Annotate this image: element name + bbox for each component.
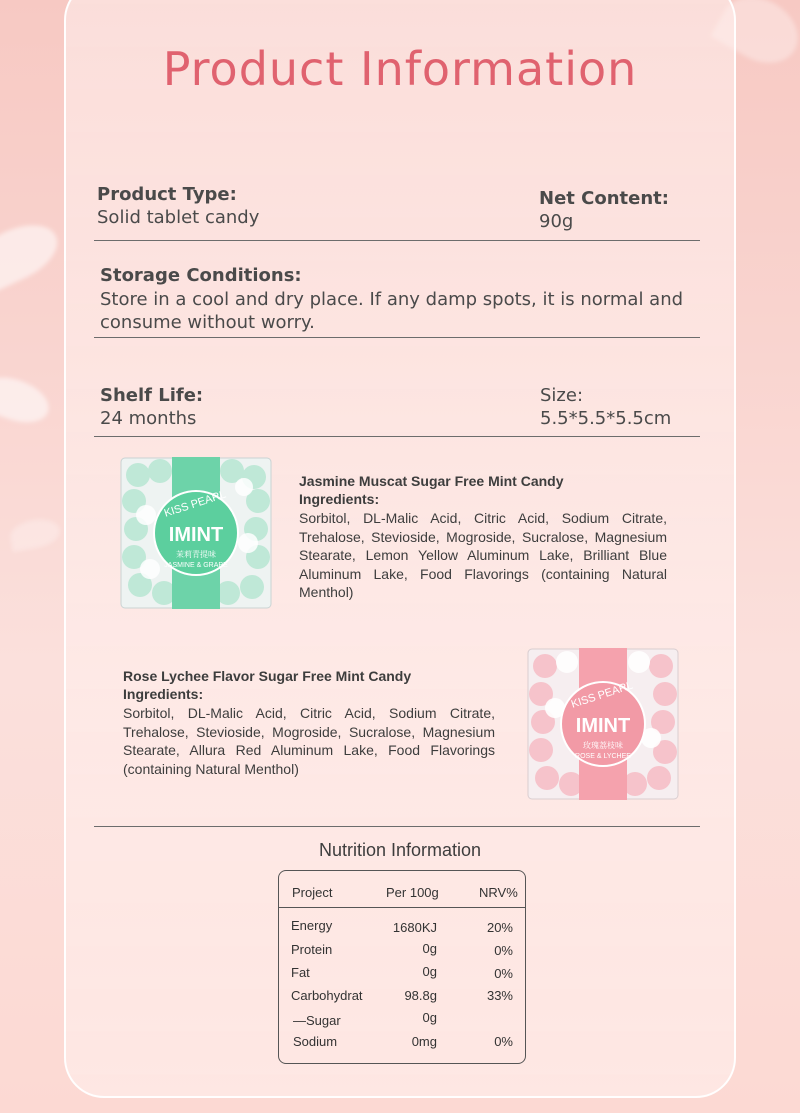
petal-decoration [8,516,62,552]
nutrition-row-name: Protein [291,942,333,957]
petal-decoration [0,213,66,296]
size-label: Size: [540,385,584,406]
net-content-value: 90g [539,211,574,232]
nutrition-row-per100g: 1680KJ [392,920,437,935]
shelf-life-value: 24 months [100,408,197,429]
package-brand: KISS PEARL [569,679,635,711]
package-flavor: ROSE & LYCHEE [575,753,631,760]
nutrition-row-per100g: 98.8g [404,988,437,1003]
nutrition-header-nrv: NRV% [479,885,518,900]
nutrition-row-per100g: 0g [422,964,437,979]
nutrition-header-project: Project [292,885,333,900]
product-type-value: Solid tablet candy [97,207,260,228]
package-chinese-flavor: 茉莉青提味 [176,550,216,559]
product-1-name: Jasmine Muscat Sugar Free Mint Candy [299,473,564,489]
storage-label: Storage Conditions: [100,265,302,286]
divider [94,436,700,437]
package-logo: IMINT [168,524,224,546]
nutrition-row-nrv: 0% [494,966,513,981]
shelf-life-label: Shelf Life: [100,385,204,406]
nutrition-row-per100g: 0g [422,941,437,956]
nutrition-title: Nutrition Information [318,840,482,860]
rose-candy-package-image [527,648,679,800]
product-type-label: Product Type: [97,184,237,205]
nutrition-row-name: Energy [291,918,333,933]
divider [94,240,700,241]
divider [94,826,700,827]
product-2-ingredients-label: Ingredients: [123,686,204,702]
nutrition-row-nrv: 33% [486,988,513,1003]
nutrition-row-per100g: 0g [422,1010,437,1025]
jasmine-candy-package-image [120,457,272,609]
product-2-name: Rose Lychee Flavor Sugar Free Mint Candy [123,668,412,684]
package-chinese-flavor: 玫瑰荔枝味 [583,741,623,750]
nutrition-row-nrv: 0% [494,943,513,958]
nutrition-row-nrv: 0% [494,1034,513,1049]
nutrition-row-name: Sodium [293,1034,338,1049]
nutrition-row-name: —Sugar [293,1013,341,1028]
net-content-label: Net Content: [539,188,669,209]
petal-decoration [0,369,55,431]
package-brand: KISS PEARL [162,488,228,520]
product-1-ingredients: Sorbitol, DL-Malic Acid, Citric Acid, Sodium Citrate, Trehalose, Stevioside, Mogroside, Sucralose, Magnesium Stearate, Lemon Yellow Aluminum Lake, Brilliant Blue Aluminum Lake, Food Flavorings (containing Natural Menthol) [299,510,667,600]
nutrition-header-divider [279,907,525,908]
divider [94,337,700,338]
nutrition-row-per100g: 0mg [411,1034,437,1049]
nutrition-row-name: Carbohydrat [291,988,363,1003]
nutrition-row-nrv: 20% [486,920,513,935]
page-title: Product Information [162,42,638,96]
size-value: 5.5*5.5*5.5cm [540,408,672,429]
product-1-ingredients-label: Ingredients: [299,491,380,507]
nutrition-header-per100g: Per 100g [386,885,439,900]
storage-value: Store in a cool and dry place. If any damp spots, it is normal and consume without worry. [100,289,684,333]
product-2-ingredients: Sorbitol, DL-Malic Acid, Citric Acid, Sodium Citrate, Trehalose, Stevioside, Mogroside, Sucralose, Magnesium Stearate, Allura Red Aluminum Lake, Food Flavorings (containing Natural Menthol) [123,705,495,777]
package-flavor: JASMINE & GRAPE [164,562,228,569]
nutrition-row-name: Fat [291,965,310,980]
package-logo: IMINT [575,715,631,737]
